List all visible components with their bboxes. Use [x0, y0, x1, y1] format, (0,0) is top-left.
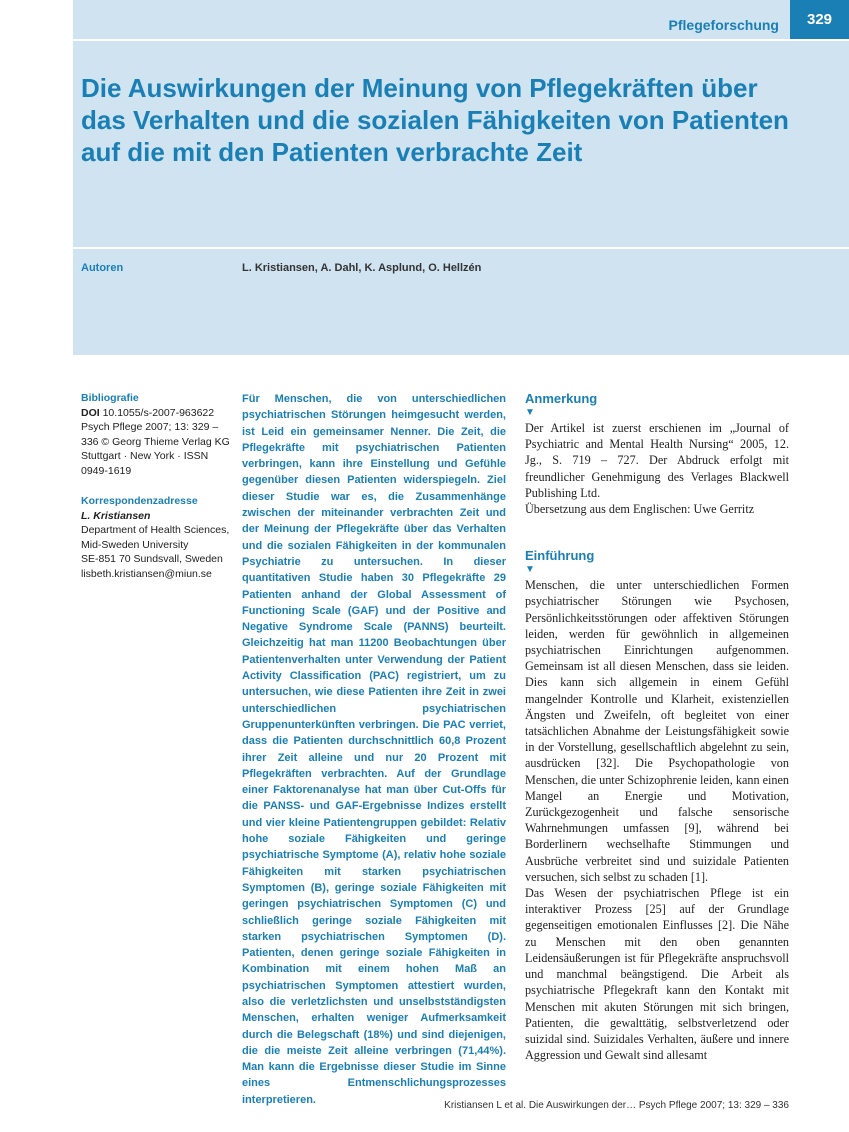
title-divider — [73, 247, 849, 249]
correspondence-block — [81, 494, 231, 581]
header-band — [73, 0, 849, 355]
email[interactable]: lisbeth.kristiansen@miun.se — [81, 567, 212, 580]
correspondence-name: L. Kristiansen — [81, 509, 151, 522]
bibliography-sidebar — [81, 391, 231, 597]
authors: L. Kristiansen, A. Dahl, K. Asplund, O. Hellzén — [242, 262, 482, 274]
correspondence-label: Korrespondenzadresse — [81, 495, 198, 507]
doi-value[interactable]: 10.1055/s-2007-963622 — [102, 406, 215, 419]
page-number: 329 — [790, 0, 849, 39]
intro-heading: Einführung — [525, 548, 595, 564]
note-translation: Übersetzung aus dem Englischen: Uwe Gerritz — [525, 502, 755, 517]
abstract: Für Menschen, die von unterschiedlichen psychiatrischen Störungen heimgesucht werden, ist Leid ein gemeinsamer Nenner. Die Zeit, die Pflegekräfte mit psychiatrischen Patienten verbringen, kann ihre Einstellung und Gefühle gegenüber diesen Patienten widerspiegeln. Ziel dieser Studie war es, die Zusammenhänge zwischen der miteinander verbrachten Zeit und der Meinung der Pflegekräfte über das Verhalten und die sozialen Fähigkeiten in der kommunalen Psychiatrie zu untersuchen. In dieser quantitativen Studie haben 30 Pflegekräfte 29 Patienten anhand der Global Assessment of Functioning Scale (GAF) und der Positive and Negative Syndrome Scale (PANNS) beurteilt. Gleichzeitig hat man 11200 Beobachtungen über Patientenverhalten unter Verwendung der Patient Activity Classification (PAC) registriert, um zu untersuchen, wie diese Patienten ihre Zeit in zwei unterschiedlichen psychiatrischen Gruppenunterkünften verbringen. Die PAC verriet, dass die Patienten durchschnittlich 60,8 Prozent ihrer Zeit alleine und nur 20 Prozent mit Pflegekräften verbrachten. Auf der Grundlage einer Faktorenanalyse hat man über Cut-Offs für die PANSS- und GAF-Ergebnisse Indizes erstellt und vier kleine Patientengruppen gebildet: Relativ hohe soziale Fähigkeiten und geringe psychiatrische Symptome (A), relativ hohe soziale Fähigkeiten mit starken psychiatrischen Symptomen (B), geringe soziale Fähigkeiten mit geringen psychiatrischen Symptomen (C) und schließlich geringe soziale Fähigkeiten mit starken psychiatrischen Symptomen (D). Patienten, denen geringe soziale Fähigkeiten in Kombination mit einem hohen Maß an psychiatrischen Symptomen attestiert wurden, also die verletzlichsten und unselbstständigsten Menschen, erhalten weniger Aufmerksamkeit durch die Belegschaft (18%) und sind diejenigen, die die meiste Zeit alleine verbringen (71,44%). Man kann die Ergebnisse dieser Studie im Sinne eines Entmenschlichungsprozesses interpretieren. — [242, 393, 506, 1106]
note-heading: Anmerkung — [525, 391, 598, 406]
bibliography-label: Bibliografie — [81, 392, 139, 404]
spacer — [525, 517, 789, 547]
address-line: Mid-Sweden University — [81, 538, 189, 551]
bibliography-block — [81, 391, 231, 478]
body-column — [525, 390, 789, 1063]
note-text: Der Artikel ist zuerst erschienen im „Journal of Psychiatric and Mental Health Nursing“ 2005, 12. Jg., S. 719 – 727. Der Abdruck erfolgt mit freundlicher Genehmigung des Verlages Blackwell Publishing Ltd. — [525, 421, 789, 500]
header-divider — [73, 39, 849, 41]
citation: Psych Pflege 2007; 13: 329 – 336 © Georg Thieme Verlag KG Stuttgart · New York · ISSN 0949-1619 — [81, 421, 230, 477]
address-line: Department of Health Sciences, — [81, 524, 230, 536]
triangle-down-icon: ▼ — [525, 564, 535, 576]
doi-label: DOI — [81, 406, 100, 419]
triangle-down-icon: ▼ — [525, 407, 535, 418]
intro-paragraph: Menschen, die unter unterschiedlichen Formen psychiatrischer Störungen wie Psychosen, Persönlichkeitsstörungen oder affektiven Störungen leiden, werden für gewöhnlich in allgemeinen psychiatrischen Einrichtungen aufgenommen. Gemeinsam ist all diesen Menschen, dass sie leiden. Dies kann sich allgemein in einem Gefühl mangelnder Kontrolle und Klarheit, existenziellen Ängsten und Zweifeln, oft begleitet von einer tatsächlichen Abnahme der Leistungsfähigkeit sowie in der Vorstellung, gesellschaftlich abgelehnt zu sein, ausdrücken [32]. Die Psychopathologie von Menschen, die unter Schizophrenie leiden, kann einen Mangel an Energie und Motivation, Zurückgezogenheit und falsche sensorische Wahrnehmungen umfassen [9], während bei Borderlinern wechselhafte Stimmungen und Ausbrüche verbreitet sind und suizidale Patienten versuchen, sich selbst zu schaden [1]. — [525, 578, 789, 884]
section-name: Pflegeforschung — [668, 17, 779, 33]
authors-label: Autoren — [81, 262, 124, 274]
article-title: Die Auswirkungen der Meinung von Pflegekräften über das Verhalten und die sozialen Fähigkeiten von Patienten auf die mit den Patienten verbrachte Zeit — [81, 73, 789, 167]
intro-paragraph: Das Wesen der psychiatrischen Pflege ist ein interaktiver Prozess [25] auf der Grundlage gegenseitigen emotionalen Einflusses [2]. Die Nähe zu Menschen mit den oben genannten Leidensäußerungen ist für Pflegekräfte anspruchsvoll und manchmal beängstigend. Die Arbeit als psychiatrische Pflegekraft kann den Kontakt mit Menschen mit akuten Störungen mit sich bringen, Patienten, die gewalttätig, selbstverletzend oder suizidal sind. Suizidales Verhalten, äußere und innere Aggression und Gewalt sind allesamt — [525, 886, 789, 1063]
doi-line — [81, 406, 231, 421]
address-line: SE-851 70 Sundsvall, Sweden — [81, 553, 223, 565]
running-footer: Kristiansen L et al. Die Auswirkungen der… Psych Pflege 2007; 13: 329 – 336 — [444, 1100, 789, 1111]
